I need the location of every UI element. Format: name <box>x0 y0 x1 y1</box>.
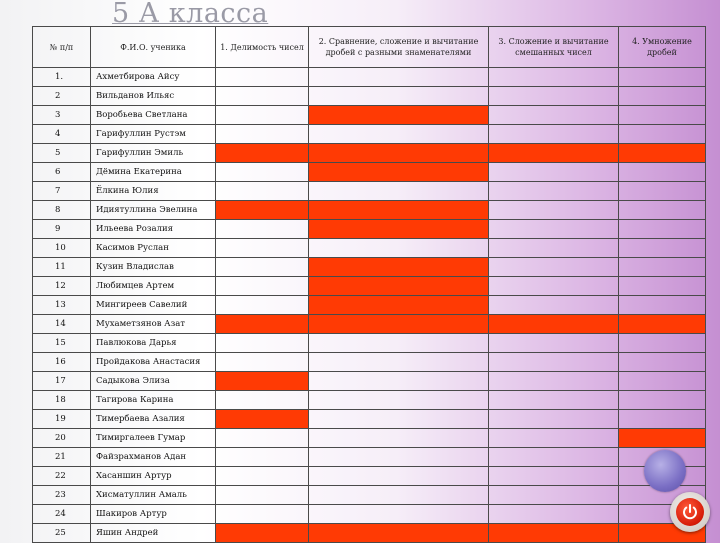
task-4-cell <box>619 334 706 353</box>
student-name: Павлюкова Дарья <box>91 334 216 353</box>
row-number: 25 <box>33 524 91 543</box>
task-4-cell <box>619 429 706 448</box>
table-row <box>33 448 706 467</box>
row-number: 1. <box>33 68 91 87</box>
task-1-cell <box>216 68 309 87</box>
row-number: 20 <box>33 429 91 448</box>
task-2-cell <box>309 486 489 505</box>
row-number: 2 <box>33 87 91 106</box>
page-title: 5 А класса <box>112 0 269 29</box>
table-row <box>33 429 706 448</box>
row-number: 23 <box>33 486 91 505</box>
student-name: Ёлкина Юлия <box>91 182 216 201</box>
task-2-cell <box>309 182 489 201</box>
row-number: 15 <box>33 334 91 353</box>
table-row <box>33 277 706 296</box>
task-2-cell <box>309 144 489 163</box>
table-row <box>33 315 706 334</box>
row-number: 9 <box>33 220 91 239</box>
task-2-cell <box>309 429 489 448</box>
task-3-cell <box>489 315 619 334</box>
row-number: 18 <box>33 391 91 410</box>
task-2-cell <box>309 467 489 486</box>
table-row <box>33 239 706 258</box>
student-name: Ильеева Розалия <box>91 220 216 239</box>
avatar[interactable] <box>644 450 686 492</box>
task-4-cell <box>619 182 706 201</box>
results-table <box>32 26 706 543</box>
table-row <box>33 296 706 315</box>
row-number: 19 <box>33 410 91 429</box>
header-task-2: 2. Сравнение, сложение и вычитание дробей с разными знаменателями <box>309 27 489 68</box>
row-number: 21 <box>33 448 91 467</box>
student-name: Ахметбирова Айсу <box>91 68 216 87</box>
table-header-row <box>33 27 706 68</box>
task-1-cell <box>216 372 309 391</box>
row-number: 14 <box>33 315 91 334</box>
student-name: Касимов Руслан <box>91 239 216 258</box>
row-number: 13 <box>33 296 91 315</box>
task-1-cell <box>216 448 309 467</box>
task-2-cell <box>309 68 489 87</box>
task-3-cell <box>489 201 619 220</box>
header-task-3: 3. Сложение и вычитание смешанных чисел <box>489 27 619 68</box>
table-row <box>33 334 706 353</box>
task-3-cell <box>489 277 619 296</box>
table-row <box>33 220 706 239</box>
task-4-cell <box>619 315 706 334</box>
row-number: 6 <box>33 163 91 182</box>
header-num: № п/п <box>33 27 91 68</box>
task-3-cell <box>489 163 619 182</box>
task-1-cell <box>216 467 309 486</box>
table-row <box>33 410 706 429</box>
task-2-cell <box>309 201 489 220</box>
task-3-cell <box>489 467 619 486</box>
task-2-cell <box>309 258 489 277</box>
task-2-cell <box>309 334 489 353</box>
task-1-cell <box>216 277 309 296</box>
row-number: 7 <box>33 182 91 201</box>
student-name: Файзрахманов Адан <box>91 448 216 467</box>
table-row <box>33 163 706 182</box>
task-3-cell <box>489 353 619 372</box>
task-2-cell <box>309 505 489 524</box>
table-row <box>33 87 706 106</box>
table-row <box>33 467 706 486</box>
row-number: 4 <box>33 125 91 144</box>
task-3-cell <box>489 68 619 87</box>
student-name: Любимцев Артем <box>91 277 216 296</box>
row-number: 12 <box>33 277 91 296</box>
task-4-cell <box>619 163 706 182</box>
table-row <box>33 258 706 277</box>
task-4-cell <box>619 410 706 429</box>
table-row <box>33 182 706 201</box>
header-task-1: 1. Делимость чисел <box>216 27 309 68</box>
task-3-cell <box>489 258 619 277</box>
task-3-cell <box>489 448 619 467</box>
task-4-cell <box>619 106 706 125</box>
task-1-cell <box>216 334 309 353</box>
row-number: 22 <box>33 467 91 486</box>
task-1-cell <box>216 106 309 125</box>
task-3-cell <box>489 182 619 201</box>
task-4-cell <box>619 87 706 106</box>
row-number: 24 <box>33 505 91 524</box>
table-row <box>33 505 706 524</box>
task-3-cell <box>489 125 619 144</box>
student-name: Дёмина Екатерина <box>91 163 216 182</box>
student-name: Тимербаева Азалия <box>91 410 216 429</box>
table-row <box>33 372 706 391</box>
table-row <box>33 106 706 125</box>
task-1-cell <box>216 486 309 505</box>
task-3-cell <box>489 87 619 106</box>
student-name: Садыкова Элиза <box>91 372 216 391</box>
task-2-cell <box>309 353 489 372</box>
task-3-cell <box>489 334 619 353</box>
row-number: 16 <box>33 353 91 372</box>
task-4-cell <box>619 125 706 144</box>
student-name: Яшин Андрей <box>91 524 216 543</box>
table-row <box>33 486 706 505</box>
student-name: Идиятуллина Эвелина <box>91 201 216 220</box>
task-1-cell <box>216 296 309 315</box>
student-name: Шакиров Артур <box>91 505 216 524</box>
task-1-cell <box>216 315 309 334</box>
task-4-cell <box>619 296 706 315</box>
task-3-cell <box>489 429 619 448</box>
table-row <box>33 391 706 410</box>
task-2-cell <box>309 391 489 410</box>
student-name: Гарифуллин Рустэм <box>91 125 216 144</box>
task-4-cell <box>619 391 706 410</box>
task-1-cell <box>216 391 309 410</box>
student-name: Вильданов Ильяс <box>91 87 216 106</box>
task-2-cell <box>309 372 489 391</box>
task-4-cell <box>619 353 706 372</box>
row-number: 17 <box>33 372 91 391</box>
student-name: Мингиреев Савелий <box>91 296 216 315</box>
table-row <box>33 201 706 220</box>
task-2-cell <box>309 277 489 296</box>
task-4-cell <box>619 277 706 296</box>
task-2-cell <box>309 163 489 182</box>
power-icon <box>676 498 704 526</box>
task-3-cell <box>489 239 619 258</box>
task-1-cell <box>216 239 309 258</box>
table-row <box>33 144 706 163</box>
task-1-cell <box>216 429 309 448</box>
student-name: Кузин Владислав <box>91 258 216 277</box>
task-1-cell <box>216 353 309 372</box>
task-1-cell <box>216 201 309 220</box>
row-number: 5 <box>33 144 91 163</box>
task-4-cell <box>619 372 706 391</box>
task-1-cell <box>216 163 309 182</box>
task-3-cell <box>489 391 619 410</box>
table-row <box>33 353 706 372</box>
task-1-cell <box>216 220 309 239</box>
student-name: Хасаншин Артур <box>91 467 216 486</box>
task-2-cell <box>309 106 489 125</box>
task-3-cell <box>489 220 619 239</box>
task-4-cell <box>619 144 706 163</box>
task-1-cell <box>216 125 309 144</box>
row-number: 10 <box>33 239 91 258</box>
task-2-cell <box>309 315 489 334</box>
student-name: Тимиргалеев Гумар <box>91 429 216 448</box>
row-number: 8 <box>33 201 91 220</box>
header-task-4: 4. Умножение дробей <box>619 27 706 68</box>
task-1-cell <box>216 410 309 429</box>
student-name: Пройдакова Анастасия <box>91 353 216 372</box>
student-name: Мухаметзянов Азат <box>91 315 216 334</box>
task-2-cell <box>309 220 489 239</box>
task-3-cell <box>489 144 619 163</box>
task-4-cell <box>619 258 706 277</box>
student-name: Гарифуллин Эмиль <box>91 144 216 163</box>
table-row <box>33 68 706 87</box>
task-3-cell <box>489 296 619 315</box>
table-row <box>33 125 706 144</box>
row-number: 3 <box>33 106 91 125</box>
task-3-cell <box>489 505 619 524</box>
task-1-cell <box>216 505 309 524</box>
task-2-cell <box>309 296 489 315</box>
student-name: Воробьева Светлана <box>91 106 216 125</box>
task-3-cell <box>489 106 619 125</box>
task-4-cell <box>619 220 706 239</box>
task-1-cell <box>216 258 309 277</box>
task-2-cell <box>309 448 489 467</box>
task-1-cell <box>216 182 309 201</box>
power-button[interactable] <box>670 492 710 532</box>
task-4-cell <box>619 239 706 258</box>
task-3-cell <box>489 486 619 505</box>
task-1-cell <box>216 87 309 106</box>
student-name: Хисматуллин Амаль <box>91 486 216 505</box>
task-2-cell <box>309 87 489 106</box>
task-2-cell <box>309 125 489 144</box>
task-2-cell <box>309 239 489 258</box>
row-number: 11 <box>33 258 91 277</box>
task-3-cell <box>489 410 619 429</box>
task-3-cell <box>489 372 619 391</box>
task-4-cell <box>619 201 706 220</box>
task-1-cell <box>216 144 309 163</box>
task-4-cell <box>619 68 706 87</box>
student-name: Тагирова Карина <box>91 391 216 410</box>
task-2-cell <box>309 410 489 429</box>
header-name: Ф.И.О. ученика <box>91 27 216 68</box>
